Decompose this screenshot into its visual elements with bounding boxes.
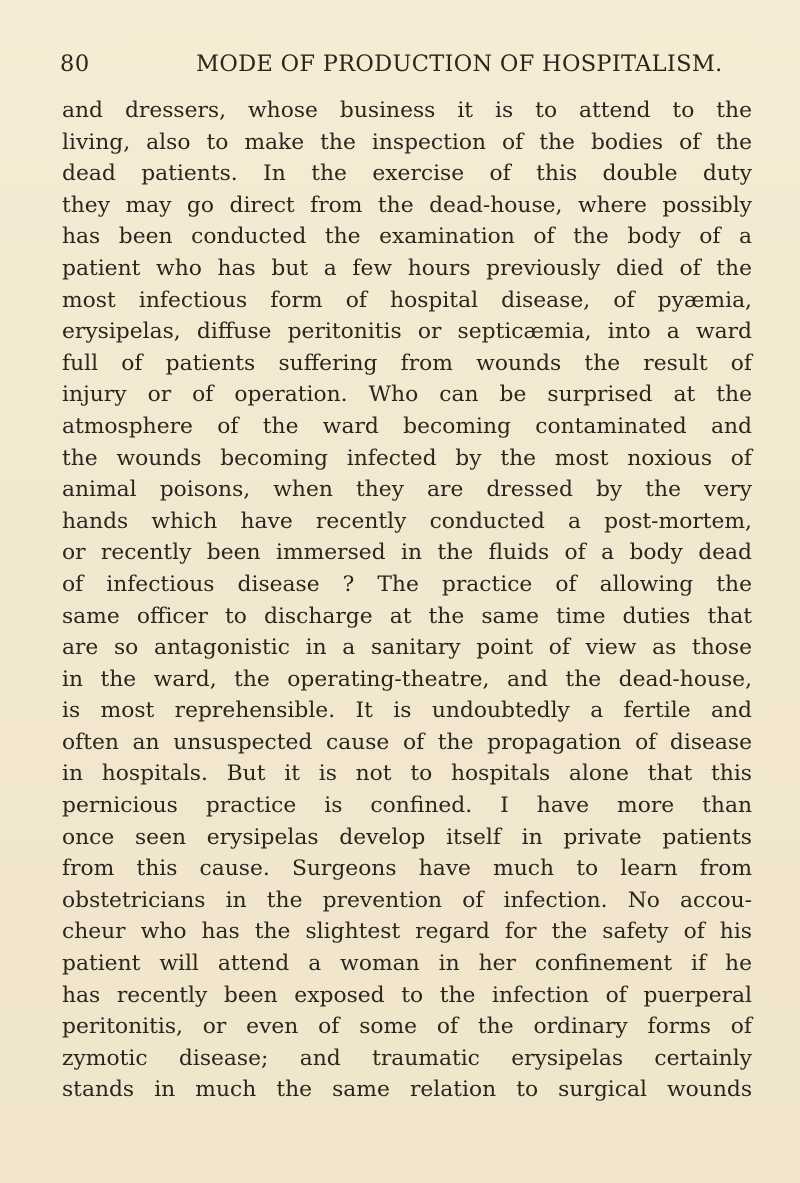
text-line: has recently been exposed to the infection of puerperal [62,982,752,1008]
text-line: in the ward, the operating-theatre, and the dead-house, [62,666,752,692]
text-line: most infectious form of hospital disease, of pyæmia, [62,287,752,313]
text-line: injury or of operation. Who can be surprised at the [62,382,752,408]
text-line: atmosphere of the ward becoming contaminated and [62,413,752,439]
text-line: peritonitis, or even of some of the ordinary forms of [62,1014,752,1040]
text-line: pernicious practice is confined. I have more than [62,793,752,819]
text-line: full of patients suffering from wounds the result of [62,350,752,376]
text-line: they may go direct from the dead-house, where possibly [62,192,752,218]
text-line: stands in much the same relation to surgical wounds [62,1077,752,1103]
page-number: 80 [60,51,90,77]
running-head-title: MODE OF PRODUCTION OF HOSPITALISM. [196,51,723,77]
text-line: once seen erysipelas develop itself in private patients [62,824,752,850]
text-line: patient will attend a woman in her confinement if he [62,951,752,977]
text-line: or recently been immersed in the fluids of a body dead [62,540,752,566]
text-line: in hospitals. But it is not to hospitals alone that this [62,761,752,787]
text-line: same officer to discharge at the same time duties that [62,603,752,629]
text-line: are so antagonistic in a sanitary point of view as those [62,635,752,661]
body-text [62,95,752,1106]
text-line: is most reprehensible. It is undoubtedly a fertile and [62,698,752,724]
text-line: animal poisons, when they are dressed by the very [62,477,752,503]
text-line: cheur who has the slightest regard for the safety of his [62,919,752,945]
text-line: from this cause. Surgeons have much to learn from [62,856,752,882]
text-line: living, also to make the inspection of the bodies of the [62,129,752,155]
text-line: obstetricians in the prevention of infection. No accou- [62,887,752,913]
text-line: erysipelas, diffuse peritonitis or septicæmia, into a ward [62,319,752,345]
running-head [60,44,740,84]
text-line: dead patients. In the exercise of this double duty [62,161,752,187]
text-line: hands which have recently conducted a post-mortem, [62,508,752,534]
text-line: has been conducted the examination of the body of a [62,224,752,250]
text-line: patient who has but a few hours previously died of the [62,255,752,281]
text-line: often an unsuspected cause of the propagation of disease [62,729,752,755]
text-line: the wounds becoming infected by the most noxious of [62,445,752,471]
text-line: and dressers, whose business it is to attend to the [62,98,752,123]
text-line: zymotic disease; and traumatic erysipelas certainly [62,1045,752,1071]
text-line: of infectious disease ? The practice of allowing the [62,571,752,597]
